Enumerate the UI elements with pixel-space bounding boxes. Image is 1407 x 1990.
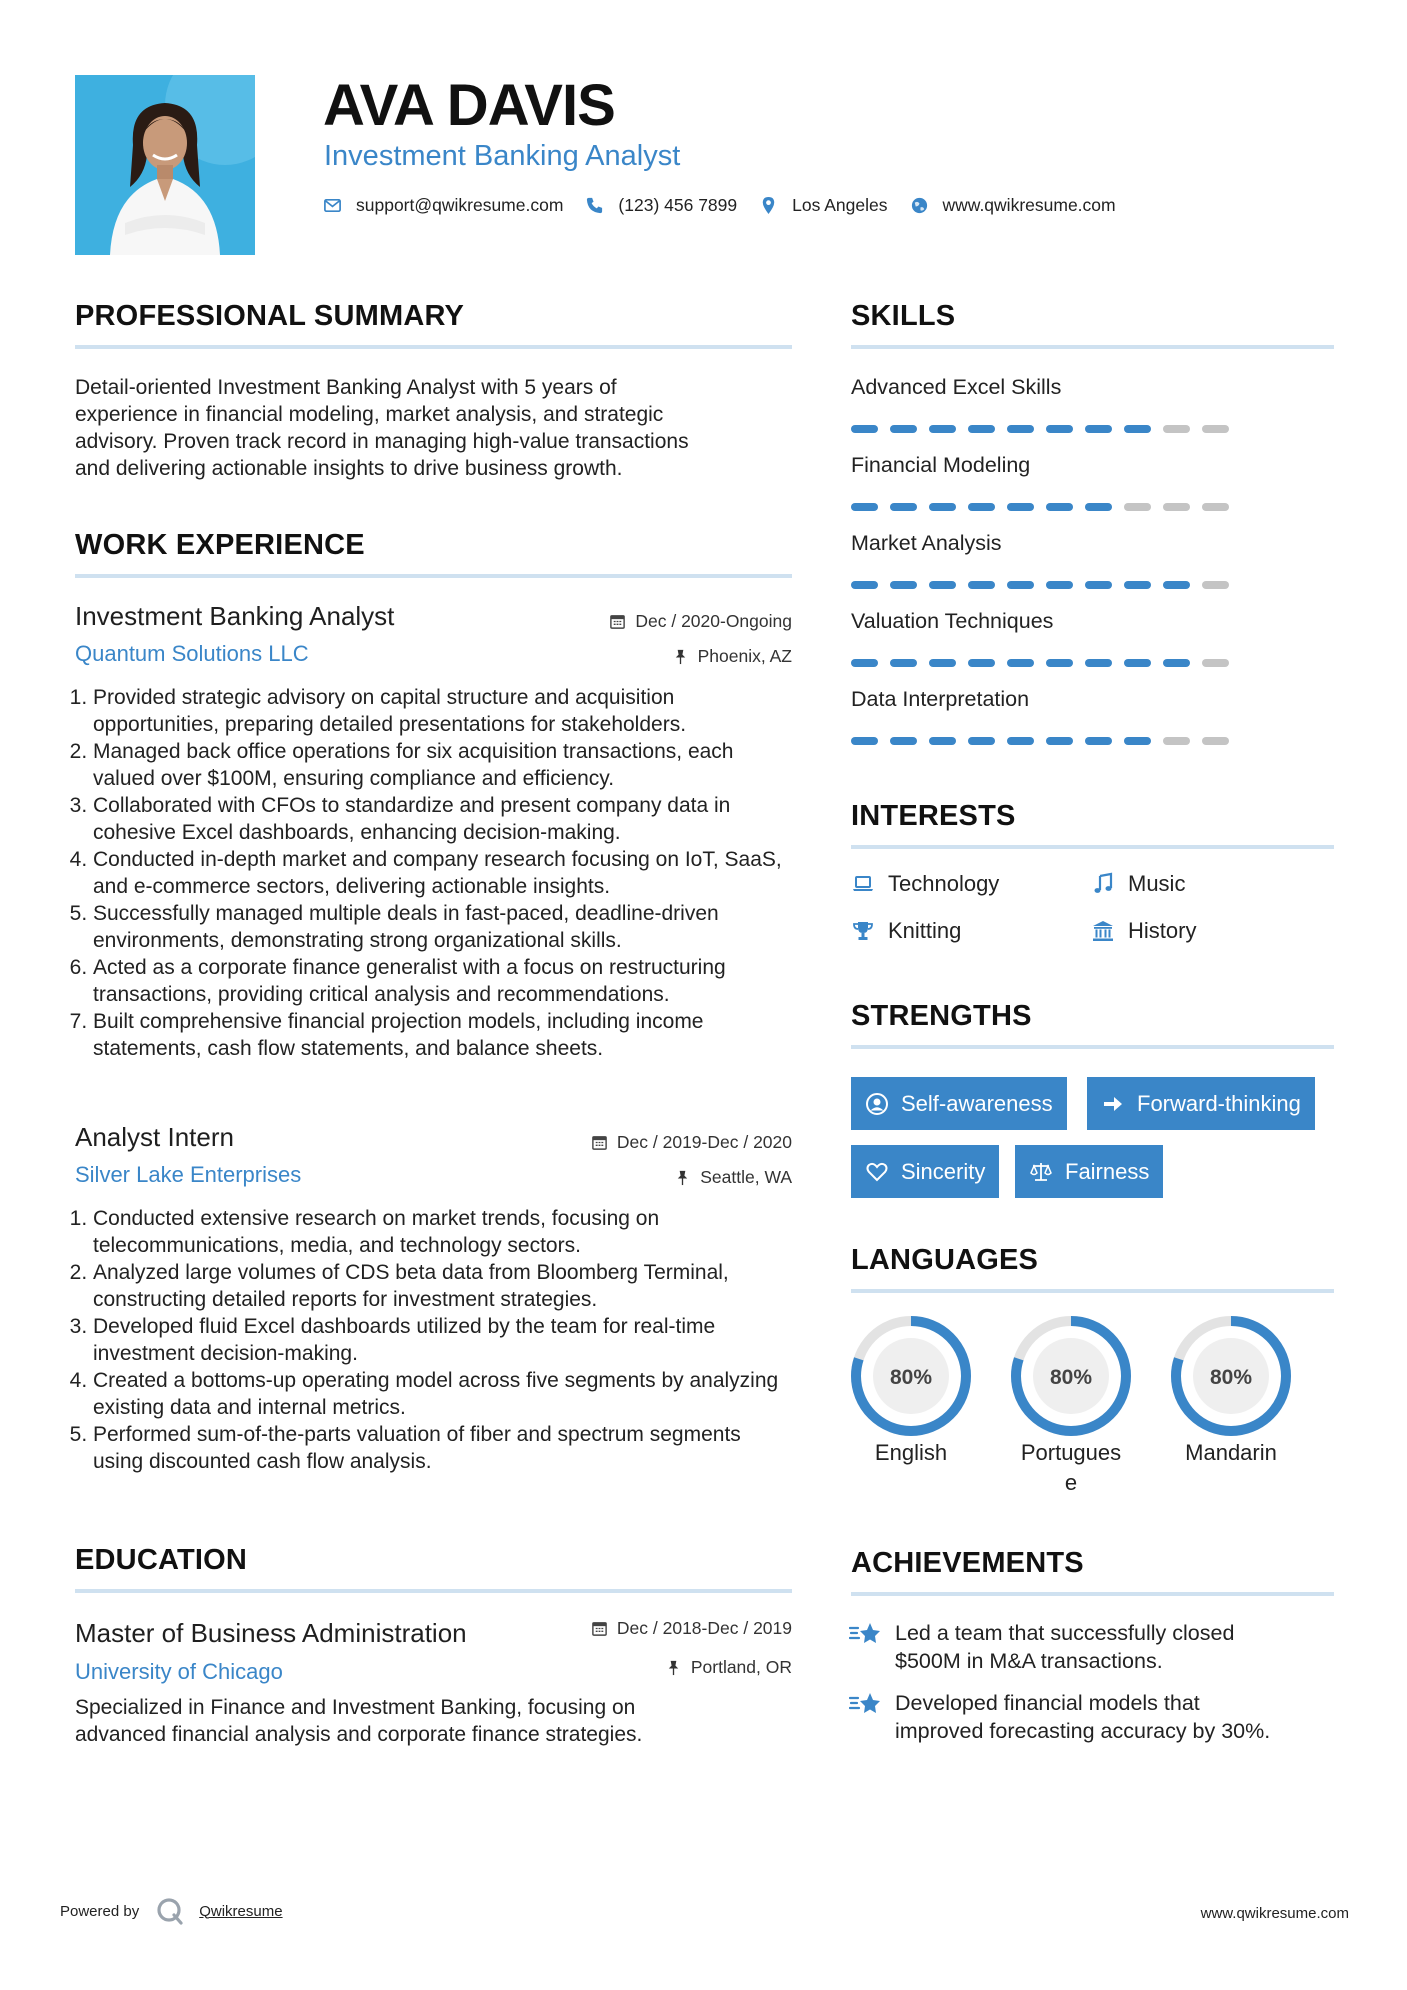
list-item: 5. Successfully managed multiple deals in fast-paced, deadline-driven environments, demonstrating strong organizational skills.: [93, 900, 795, 954]
skill-dot-empty: [1202, 659, 1229, 667]
list-item: 7. Built comprehensive financial projection models, including income statements, cash flow statements, and balance sheets.: [93, 1008, 795, 1062]
language-name-line: e: [1064, 1470, 1078, 1495]
skill-dot-filled: [1007, 425, 1034, 433]
skill-dot-filled: [890, 581, 917, 589]
candidate-name: AVA DAVIS: [323, 73, 615, 138]
language-name: [1009, 1438, 1133, 1498]
skill-dot-filled: [1007, 659, 1034, 667]
education-dates-text: Dec / 2018-Dec / 2019: [616, 1618, 792, 1638]
language-name: Mandarin: [1185, 1440, 1277, 1465]
job-title: Investment Banking Analyst: [75, 601, 395, 631]
skill-rating: [851, 503, 1241, 511]
summary-text: [75, 374, 792, 482]
skill-dot-filled: [1046, 503, 1073, 511]
school-name: University of Chicago: [75, 1659, 283, 1684]
language-ring: [849, 1314, 973, 1438]
skill-label: Valuation Techniques: [851, 609, 1054, 633]
summary-line: Detail-oriented Investment Banking Analyst with 5 years of: [75, 376, 617, 399]
pushpin-icon: [672, 648, 689, 665]
skill-rating: [851, 581, 1241, 589]
skill-dot-filled: [968, 503, 995, 511]
contact-email[interactable]: [323, 195, 563, 216]
skill-dot-empty: [1163, 503, 1190, 511]
map-pin-icon: [759, 196, 778, 215]
skill-dot-filled: [1007, 737, 1034, 745]
language-percent: 80%: [1049, 1366, 1093, 1389]
interest-label: Knitting: [888, 918, 962, 943]
languages-divider: [851, 1289, 1334, 1293]
skill-dot-filled: [968, 581, 995, 589]
list-item: 2. Analyzed large volumes of CDS beta data from Bloomberg Terminal, constructing detailed reports for investment strategies.: [93, 1259, 795, 1313]
language-percent: 80%: [1209, 1366, 1253, 1389]
job-title: Analyst Intern: [75, 1122, 234, 1152]
interest-item: [851, 918, 961, 944]
skill-dot-filled: [968, 737, 995, 745]
interest-item: [1091, 871, 1185, 897]
skill-dot-filled: [1085, 503, 1112, 511]
skill-label: Data Interpretation: [851, 687, 1030, 711]
contact-bar: [323, 193, 1138, 217]
job-dates-text: Dec / 2020-Ongoing: [635, 611, 792, 631]
shooting-star-icon: [849, 1689, 883, 1719]
strength-label: Self-awareness: [901, 1090, 1053, 1116]
interest-item: [1091, 918, 1196, 944]
education-location-text: Portland, OR: [690, 1657, 792, 1677]
skills-divider: [851, 345, 1334, 349]
skill-label: Advanced Excel Skills: [851, 375, 1062, 399]
strength-chip: [1087, 1077, 1315, 1130]
skill-dot-empty: [1163, 737, 1190, 745]
achievement-text: Led a team that successfully closed: [895, 1621, 1235, 1645]
skill-dot-filled: [929, 581, 956, 589]
skill-dot-filled: [1046, 737, 1073, 745]
skill-dot-filled: [968, 659, 995, 667]
footer-website[interactable]: www.qwikresume.com: [1200, 1905, 1349, 1922]
skill-dot-filled: [1046, 659, 1073, 667]
interests-divider: [851, 845, 1334, 849]
skill-dot-filled: [890, 737, 917, 745]
experience-divider: [75, 574, 792, 578]
education-location: [500, 1656, 792, 1678]
interest-label: History: [1128, 918, 1197, 943]
calendar-icon: [609, 613, 626, 630]
achievement-item: [849, 1689, 1339, 1745]
skill-dot-empty: [1163, 425, 1190, 433]
footer-powered-by: [60, 1896, 283, 1926]
skill-dot-filled: [851, 659, 878, 667]
skill-dot-filled: [1124, 659, 1151, 667]
list-item: 5. Performed sum-of-the-parts valuation of fiber and spectrum segments using discounted cash flow analysis.: [93, 1421, 795, 1475]
envelope-icon: [323, 196, 342, 215]
candidate-title: Investment Banking Analyst: [324, 140, 681, 172]
skill-dot-filled: [1085, 581, 1112, 589]
music-note-icon: [1091, 872, 1115, 896]
skill-dot-empty: [1124, 503, 1151, 511]
language-item: [849, 1314, 973, 1468]
contact-website-text: www.qwikresume.com: [942, 194, 1116, 215]
skill-dot-filled: [1007, 503, 1034, 511]
qwikresume-logo-icon: [155, 1896, 185, 1926]
skill-dot-filled: [1124, 581, 1151, 589]
job-location-text: Phoenix, AZ: [697, 646, 792, 666]
skill-dot-filled: [1163, 659, 1190, 667]
contact-phone-text: (123) 456 7899: [618, 194, 738, 215]
pushpin-icon: [674, 1169, 691, 1186]
summary-line: and delivering actionable insights to drive business growth.: [75, 457, 623, 480]
achievements-heading: ACHIEVEMENTS: [851, 1547, 1084, 1579]
list-item: 1. Provided strategic advisory on capital structure and acquisition opportunities, preparing detailed presentations for stakeholders.: [93, 684, 795, 738]
skill-dot-filled: [929, 425, 956, 433]
job-location-text: Seattle, WA: [700, 1167, 792, 1187]
skills-heading: SKILLS: [851, 300, 956, 332]
job-responsibilities: [75, 1205, 795, 1475]
language-name-line: Portugues: [1020, 1440, 1122, 1465]
skill-dot-filled: [929, 503, 956, 511]
job-dates-text: Dec / 2019-Dec / 2020: [616, 1132, 792, 1152]
company-name: Silver Lake Enterprises: [75, 1162, 302, 1187]
globe-icon: [910, 196, 929, 215]
interest-item: [851, 871, 999, 897]
list-item: 4. Created a bottoms-up operating model across five segments by analyzing existing data and internal metrics.: [93, 1367, 795, 1421]
powered-by-text: Powered by: [60, 1902, 140, 1920]
profile-photo-illustration: [75, 75, 255, 255]
skill-dot-filled: [851, 737, 878, 745]
job-location: [500, 1166, 792, 1188]
education-line: advanced financial analysis and corporate finance strategies.: [75, 1723, 643, 1746]
achievement-text: $500M in M&A transactions.: [895, 1649, 1163, 1673]
strength-chip: [1015, 1145, 1163, 1198]
summary-line: experience in financial modeling, market analysis, and strategic: [75, 403, 664, 426]
skill-dot-filled: [890, 425, 917, 433]
arrow-right-icon: [1101, 1092, 1125, 1116]
education-line: Specialized in Finance and Investment Banking, focusing on: [75, 1696, 636, 1719]
education-dates: [500, 1617, 792, 1639]
interest-label: Music: [1128, 871, 1186, 896]
skill-dot-filled: [1124, 737, 1151, 745]
strength-chip: [851, 1145, 999, 1198]
skill-dot-filled: [1046, 581, 1073, 589]
laptop-icon: [851, 872, 875, 896]
achievements-divider: [851, 1592, 1334, 1596]
summary-divider: [75, 345, 792, 349]
skill-dot-filled: [1163, 581, 1190, 589]
language-item: [1169, 1314, 1293, 1468]
trophy-icon: [851, 919, 875, 943]
skill-dot-filled: [1046, 425, 1073, 433]
education-divider: [75, 1589, 792, 1593]
summary-heading: PROFESSIONAL SUMMARY: [75, 300, 465, 332]
skill-rating: [851, 659, 1241, 667]
language-item: [1009, 1314, 1133, 1498]
education-heading: EDUCATION: [75, 1544, 248, 1576]
list-item: 3. Developed fluid Excel dashboards utilized by the team for real-time investment decision-making.: [93, 1313, 795, 1367]
calendar-icon: [591, 1620, 608, 1637]
achievement-text: improved forecasting accuracy by 30%.: [895, 1719, 1271, 1743]
calendar-icon: [591, 1134, 608, 1151]
museum-icon: [1091, 919, 1115, 943]
skill-dot-filled: [890, 659, 917, 667]
skill-dot-filled: [1124, 425, 1151, 433]
skill-dot-filled: [890, 503, 917, 511]
shooting-star-icon: [849, 1619, 883, 1649]
balance-scale-icon: [1029, 1160, 1053, 1184]
list-item: 6. Acted as a corporate finance generalist with a focus on restructuring transactions, providing critical analysis and recommendations.: [93, 954, 795, 1008]
job-location: [500, 645, 792, 667]
experience-heading: WORK EXPERIENCE: [75, 529, 365, 561]
skill-dot-filled: [968, 425, 995, 433]
job-dates: [500, 610, 792, 632]
qwikresume-link[interactable]: Qwikresume: [199, 1902, 283, 1920]
skill-dot-filled: [1085, 659, 1112, 667]
strength-label: Sincerity: [901, 1158, 986, 1184]
skill-label: Financial Modeling: [851, 453, 1031, 477]
interest-label: Technology: [888, 871, 1000, 896]
list-item: 4. Conducted in-depth market and company research focusing on IoT, SaaS, and e-commerce sectors, delivering actionable insights.: [93, 846, 795, 900]
skill-rating: [851, 737, 1241, 745]
skill-dot-filled: [929, 659, 956, 667]
skill-label: Market Analysis: [851, 531, 1002, 555]
contact-location: [759, 195, 887, 216]
skill-dot-filled: [929, 737, 956, 745]
skill-dot-empty: [1202, 737, 1229, 745]
heart-icon: [865, 1160, 889, 1184]
list-item: 2. Managed back office operations for six acquisition transactions, each valued over $100M, ensuring compliance and efficiency.: [93, 738, 795, 792]
language-ring: [1169, 1314, 1293, 1438]
contact-website[interactable]: [910, 195, 1116, 216]
job-responsibilities: [75, 684, 795, 1062]
strength-label: Fairness: [1065, 1158, 1150, 1184]
list-item: 3. Collaborated with CFOs to standardize and present company data in cohesive Excel dashboards, enhancing decision-making.: [93, 792, 795, 846]
languages-heading: LANGUAGES: [851, 1244, 1039, 1276]
pushpin-icon: [665, 1659, 682, 1676]
company-name: Quantum Solutions LLC: [75, 641, 309, 666]
interests-heading: INTERESTS: [851, 800, 1016, 832]
strengths-divider: [851, 1045, 1334, 1049]
summary-line: advisory. Proven track record in managing high-value transactions: [75, 430, 689, 453]
user-circle-icon: [865, 1092, 889, 1116]
language-name: English: [874, 1440, 948, 1465]
strengths-heading: STRENGTHS: [851, 1000, 1032, 1032]
profile-photo: [75, 75, 255, 255]
degree-title: Master of Business Administration: [75, 1618, 467, 1648]
list-item: 1. Conducted extensive research on market trends, focusing on telecommunications, media, and technology sectors.: [93, 1205, 795, 1259]
skill-dot-filled: [1007, 581, 1034, 589]
skill-dot-empty: [1202, 503, 1229, 511]
achievement-text: Developed financial models that: [895, 1691, 1200, 1715]
contact-location-text: Los Angeles: [792, 194, 888, 215]
contact-email-text: support@qwikresume.com: [356, 194, 564, 215]
skill-rating: [851, 425, 1241, 433]
skill-dot-filled: [1085, 425, 1112, 433]
skill-dot-filled: [1085, 737, 1112, 745]
skill-dot-empty: [1202, 425, 1229, 433]
phone-icon: [585, 196, 604, 215]
strength-chip: [851, 1077, 1067, 1130]
skill-dot-empty: [1202, 581, 1229, 589]
achievement-item: [849, 1619, 1339, 1675]
contact-phone[interactable]: [585, 195, 737, 216]
job-dates: [500, 1131, 792, 1153]
strength-label: Forward-thinking: [1137, 1090, 1301, 1116]
skill-dot-filled: [851, 425, 878, 433]
skill-dot-filled: [851, 503, 878, 511]
language-percent: 80%: [889, 1366, 933, 1389]
education-description: [75, 1694, 792, 1748]
language-ring: [1009, 1314, 1133, 1438]
skill-dot-filled: [851, 581, 878, 589]
